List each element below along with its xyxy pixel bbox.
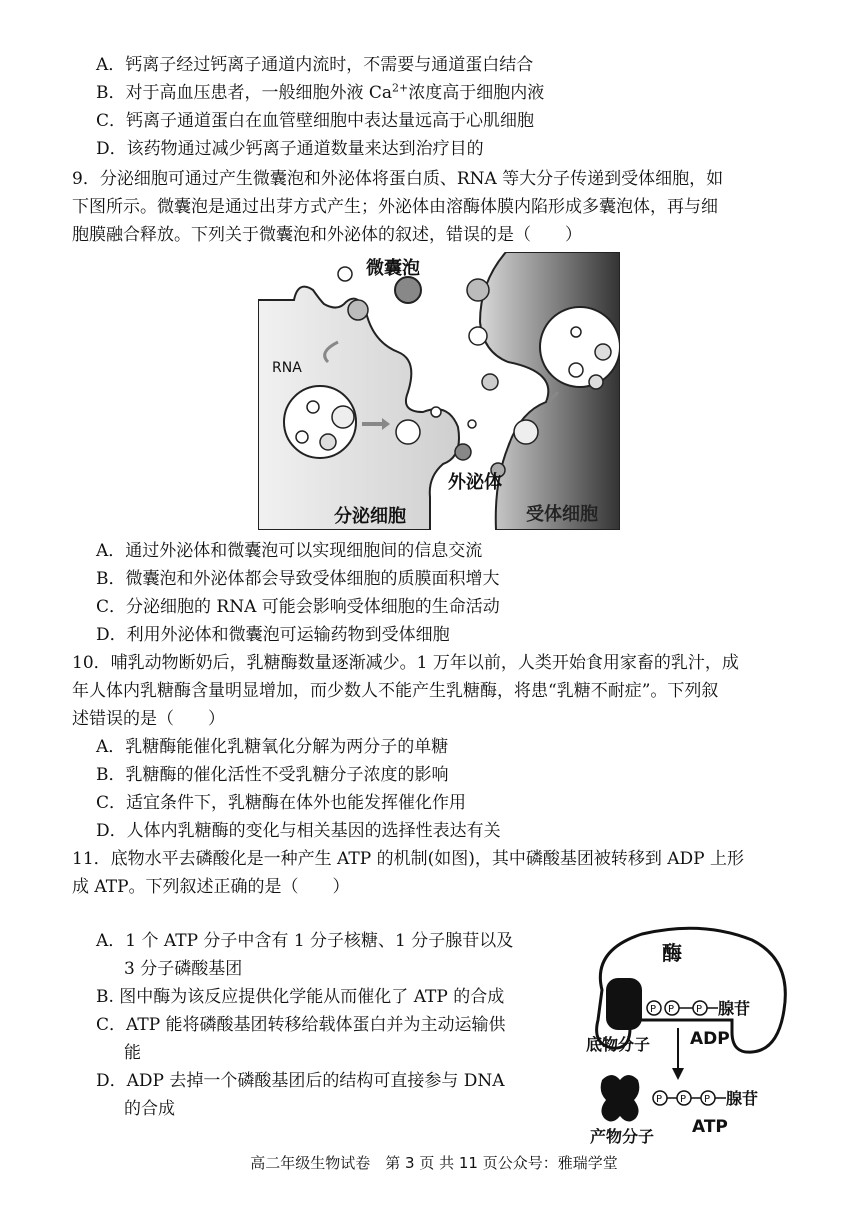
q9-option-d: D．利用外泌体和微囊泡可运输药物到受体细胞 [96, 625, 450, 645]
q9-option-a: A．通过外泌体和微囊泡可以实现细胞间的信息交流 [96, 541, 483, 561]
q11-option-a-cont: 3 分子磷酸基团 [124, 959, 243, 979]
label-adp: ADP [690, 1029, 730, 1049]
label-microvesicle: 微囊泡 [366, 258, 420, 279]
atp-phosphate-2-label: P [680, 1094, 687, 1105]
q10-option-b: B．乳糖酶的催化活性不受乳糖分子浓度的影响 [96, 765, 449, 785]
q10-stem-2: 年人体内乳糖酶含量明显增加，而少数人不能产生乳糖酶，将患“乳糖不耐症”。下列叙 [72, 681, 719, 701]
page-footer: 高二年级生物试卷 第 3 页 共 11 页公众号：雅瑞学堂 [250, 1154, 618, 1172]
q8-option-c: C．钙离子通道蛋白在血管壁细胞中表达量远高于心肌细胞 [96, 111, 535, 131]
q10-option-a: A．乳糖酶能催化乳糖氧化分解为两分子的单糖 [96, 737, 449, 757]
label-adenosine-bottom: 腺苷 [726, 1089, 759, 1108]
q10-option-d: D．人体内乳糖酶的变化与相关基因的选择性表达有关 [96, 821, 501, 841]
label-secretory-cell: 分泌细胞 [334, 506, 406, 527]
q8-option-a: A．钙离子经过钙离子通道内流时，不需要与通道蛋白结合 [96, 55, 534, 75]
q8-option-b-tail: 浓度高于细胞内液 [408, 83, 545, 103]
atp-phosphate-1-label: P [656, 1094, 663, 1105]
q9-stem-3: 胞膜融合释放。下列关于微囊泡和外泌体的叙述，错误的是（ ） [72, 225, 582, 245]
q11-stem-1: 11．底物水平去磷酸化是一种产生 ATP 的机制(如图)，其中磷酸基团被转移到 ADP 上形 [72, 849, 744, 869]
product-shape [601, 1075, 640, 1122]
q11-option-d: D．ADP 去掉一个磷酸基团后的结构可直接参与 DNA [96, 1071, 505, 1091]
q9-option-b: B．微囊泡和外泌体都会导致受体细胞的质膜面积增大 [96, 569, 500, 589]
q9-stem-1: 9．分泌细胞可通过产生微囊泡和外泌体将蛋白质、RNA 等大分子传递到受体细胞，如 [72, 169, 724, 189]
label-substrate: 底物分子 [586, 1035, 651, 1054]
q9-option-c: C．分泌细胞的 RNA 可能会影响受体细胞的生命活动 [96, 597, 500, 617]
label-receptor-cell: 受体细胞 [526, 504, 598, 525]
q8-option-d: D．该药物通过减少钙离子通道数量来达到治疗目的 [96, 139, 484, 159]
q10-stem-3: 述错误的是（ ） [72, 709, 225, 729]
calcium-charge: 2+ [392, 81, 409, 95]
phosphate-3-label: P [696, 1004, 703, 1015]
q8-option-b [96, 82, 544, 104]
label-atp: ATP [692, 1117, 728, 1137]
label-product: 产物分子 [590, 1127, 655, 1146]
label-enzyme: 酶 [662, 941, 682, 965]
q10-option-c: C．适宜条件下，乳糖酶在体外也能发挥催化作用 [96, 793, 467, 813]
phosphate-1-label: P [650, 1004, 657, 1015]
q9-stem-2: 下图所示。微囊泡是通过出芽方式产生；外泌体由溶酶体膜内陷形成多囊泡体，再与细 [72, 197, 718, 217]
atp-figure [572, 920, 808, 1152]
q11-option-a: A．1 个 ATP 分子中含有 1 分子核糖、1 分子腺苷以及 [96, 931, 514, 951]
label-exosome: 外泌体 [448, 472, 502, 493]
q8-option-b-text: B．对于高血压患者，一般细胞外液 Ca [96, 83, 393, 103]
microvesicle-1 [395, 277, 421, 303]
exosome-1 [455, 444, 471, 460]
q11-option-d-cont: 的合成 [124, 1099, 175, 1119]
atp-phosphate-3-label: P [704, 1094, 711, 1105]
q11-option-b: B. 图中酶为该反应提供化学能从而催化了 ATP 的合成 [96, 987, 505, 1007]
q11-option-c-cont: 能 [124, 1043, 141, 1063]
q11-option-c: C．ATP 能将磷酸基团转移给载体蛋白并为主动运输供 [96, 1015, 506, 1035]
vesicle-figure [258, 252, 620, 530]
phosphate-2-label: P [668, 1004, 675, 1015]
q11-stem-2: 成 ATP。下列叙述正确的是（ ） [72, 877, 350, 897]
q10-stem-1: 10．哺乳动物断奶后，乳糖酶数量逐渐减少。1 万年以前，人类开始食用家畜的乳汁，成 [72, 653, 739, 673]
label-adenosine-top: 腺苷 [718, 999, 751, 1018]
substrate-shape [606, 978, 642, 1030]
label-rna: RNA [272, 360, 302, 376]
